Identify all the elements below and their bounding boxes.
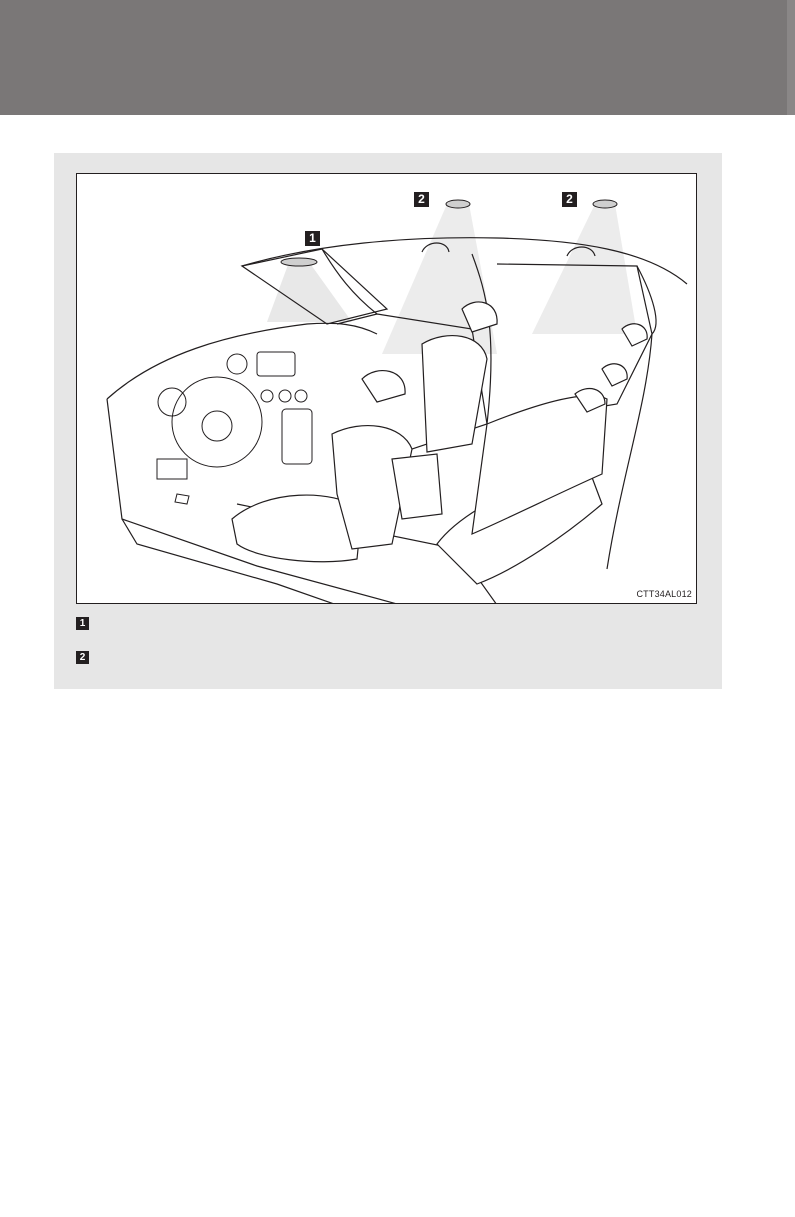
vent-knob-2 (279, 390, 291, 402)
interior-lights-figure (76, 173, 697, 604)
driver-headrest (362, 371, 405, 402)
callout-rear-right-lamp: 2 (562, 192, 577, 207)
front-interior-lamp (281, 258, 317, 266)
vent-knob-3 (295, 390, 307, 402)
switch-panel (157, 459, 187, 479)
rear-side-headrest (622, 324, 647, 346)
callout-rear-left-lamp: 2 (414, 192, 429, 207)
steering-wheel-rim (172, 377, 262, 467)
legend-item-1 (76, 616, 97, 630)
rear-right-light-beam (532, 204, 637, 334)
passenger-seat-back (422, 336, 487, 452)
rear-right-lamp (593, 200, 617, 208)
legend-item-2 (76, 650, 97, 664)
callout-front-lamp: 1 (305, 231, 320, 246)
rear-left-lamp (446, 200, 470, 208)
car-interior-illustration (77, 174, 697, 604)
figure-code: CTT34AL012 (636, 589, 692, 599)
pedals (175, 494, 189, 504)
gauge-center (227, 354, 247, 374)
gauge-left (158, 388, 186, 416)
legend-badge-2: 2 (76, 651, 89, 664)
vent-knob-1 (261, 390, 273, 402)
center-display (257, 352, 295, 376)
dash-top (107, 323, 377, 399)
top-banner (0, 0, 795, 115)
shift-console (282, 409, 312, 464)
steering-wheel-hub (202, 411, 232, 441)
banner-edge (787, 0, 795, 115)
rear-headrest-2 (602, 364, 627, 386)
legend-badge-1: 1 (76, 617, 89, 630)
